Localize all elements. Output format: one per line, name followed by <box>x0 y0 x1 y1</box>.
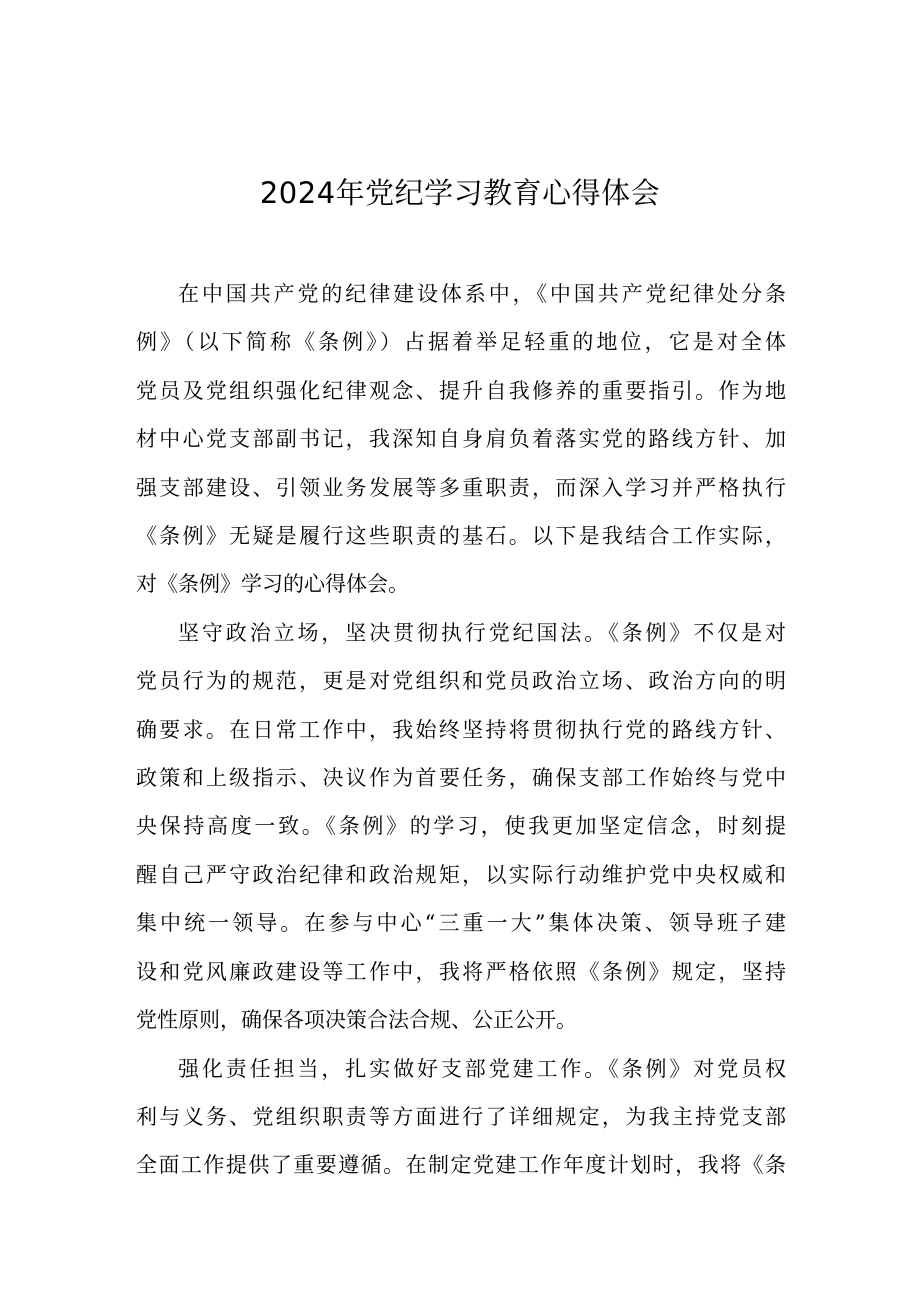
paragraph-line: 强支部建设、引领业务发展等多重职责，而深入学习并严格执行 <box>136 475 786 500</box>
paragraph-line: 例》（以下简称《条例》）占据着举足轻重的地位，它是对全体 <box>136 330 786 355</box>
paragraph-line: 材中心党支部副书记，我深知自身肩负着落实党的路线方针、加 <box>136 427 786 452</box>
paragraph-line: 政策和上级指示、决议作为首要任务，确保支部工作始终与党中 <box>136 766 786 791</box>
paragraph-line: 党性原则，确保各项决策合法合规、公正公开。 <box>136 1008 577 1033</box>
paragraph-line: 醒自己严守政治纪律和政治规矩，以实际行动维护党中央权威和 <box>136 862 786 887</box>
paragraph-line: 确要求。在日常工作中，我始终坚持将贯彻执行党的路线方针、 <box>136 717 786 742</box>
paragraph-2 <box>136 609 786 1045</box>
paragraph-line: 在中国共产党的纪律建设体系中，《中国共产党纪律处分条 <box>178 282 786 306</box>
paragraph-line: 集中统一领导。在参与中心“三重一大”集体决策、领导班子建 <box>136 911 786 936</box>
paragraph-line: 设和党风廉政建设等工作中，我将严格依照《条例》规定，坚持 <box>136 959 786 984</box>
paragraph-line: 坚守政治立场，坚决贯彻执行党纪国法。《条例》不仅是对 <box>178 620 786 645</box>
paragraph-line: 利与义务、党组织职责等方面进行了详细规定，为我主持党支部 <box>136 1104 786 1129</box>
paragraph-line: 全面工作提供了重要遵循。在制定党建工作年度计划时，我将《条 <box>136 1153 786 1178</box>
paragraph-line: 《条例》无疑是履行这些职责的基石。以下是我结合工作实际， <box>136 524 786 549</box>
paragraph-line: 党员行为的规范，更是对党组织和党员政治立场、政治方向的明 <box>136 669 786 694</box>
document-title: 2024年党纪学习教育心得体会 <box>259 176 661 210</box>
paragraph-line: 党员及党组织强化纪律观念、提升自我修养的重要指引。作为地 <box>136 378 786 403</box>
paragraph-line: 对《条例》学习的心得体会。 <box>136 572 409 597</box>
paragraph-line: 央保持高度一致。《条例》的学习，使我更加坚定信念，时刻提 <box>136 814 786 839</box>
paragraph-3 <box>136 1045 786 1190</box>
paragraph-1 <box>136 270 786 609</box>
paragraph-line: 强化责任担当，扎实做好支部党建工作。《条例》对党员权 <box>178 1056 786 1081</box>
document-body <box>136 270 786 1190</box>
